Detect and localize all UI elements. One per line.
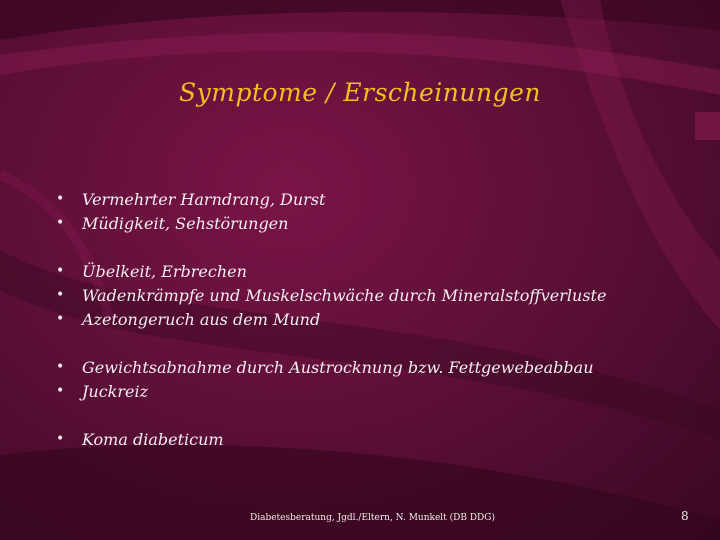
- symptom-group: [56, 187, 696, 235]
- list-item-text: Azetongeruch aus dem Mund: [82, 309, 321, 329]
- list-item: [56, 187, 696, 211]
- bullet-icon: •: [56, 191, 65, 207]
- symptom-list: [56, 187, 696, 475]
- bullet-icon: •: [56, 287, 65, 303]
- symptom-group: [56, 427, 696, 451]
- symptom-group: [56, 259, 696, 331]
- symptom-group: [56, 355, 696, 403]
- bullet-icon: •: [56, 383, 65, 399]
- list-item: [56, 259, 696, 283]
- list-item-text: Koma diabeticum: [82, 429, 224, 449]
- list-item: [56, 211, 696, 235]
- list-item-text: Übelkeit, Erbrechen: [82, 261, 247, 281]
- bullet-icon: •: [56, 311, 65, 327]
- list-item: [56, 355, 696, 379]
- list-item-text: Gewichtsabnahme durch Austrocknung bzw. Fettgewebeabbau: [82, 357, 594, 377]
- slide-title: Symptome / Erscheinungen: [179, 78, 541, 107]
- bullet-icon: •: [56, 263, 65, 279]
- bullet-icon: •: [56, 431, 65, 447]
- list-item: [56, 307, 696, 331]
- slide-footer: Diabetesberatung, Jgdl./Eltern, N. Munkelt (DB DDG): [250, 513, 495, 523]
- bullet-icon: •: [56, 215, 65, 231]
- list-item-text: Juckreiz: [82, 381, 149, 401]
- list-item: [56, 427, 696, 451]
- list-item: [56, 379, 696, 403]
- list-item-text: Müdigkeit, Sehstörungen: [82, 213, 289, 233]
- list-item: [56, 283, 696, 307]
- list-item-text: Vermehrter Harndrang, Durst: [82, 189, 326, 209]
- page-number: 8: [681, 509, 689, 523]
- bullet-icon: •: [56, 359, 65, 375]
- list-item-text: Wadenkrämpfe und Muskelschwäche durch Mineralstoffverluste: [82, 285, 607, 305]
